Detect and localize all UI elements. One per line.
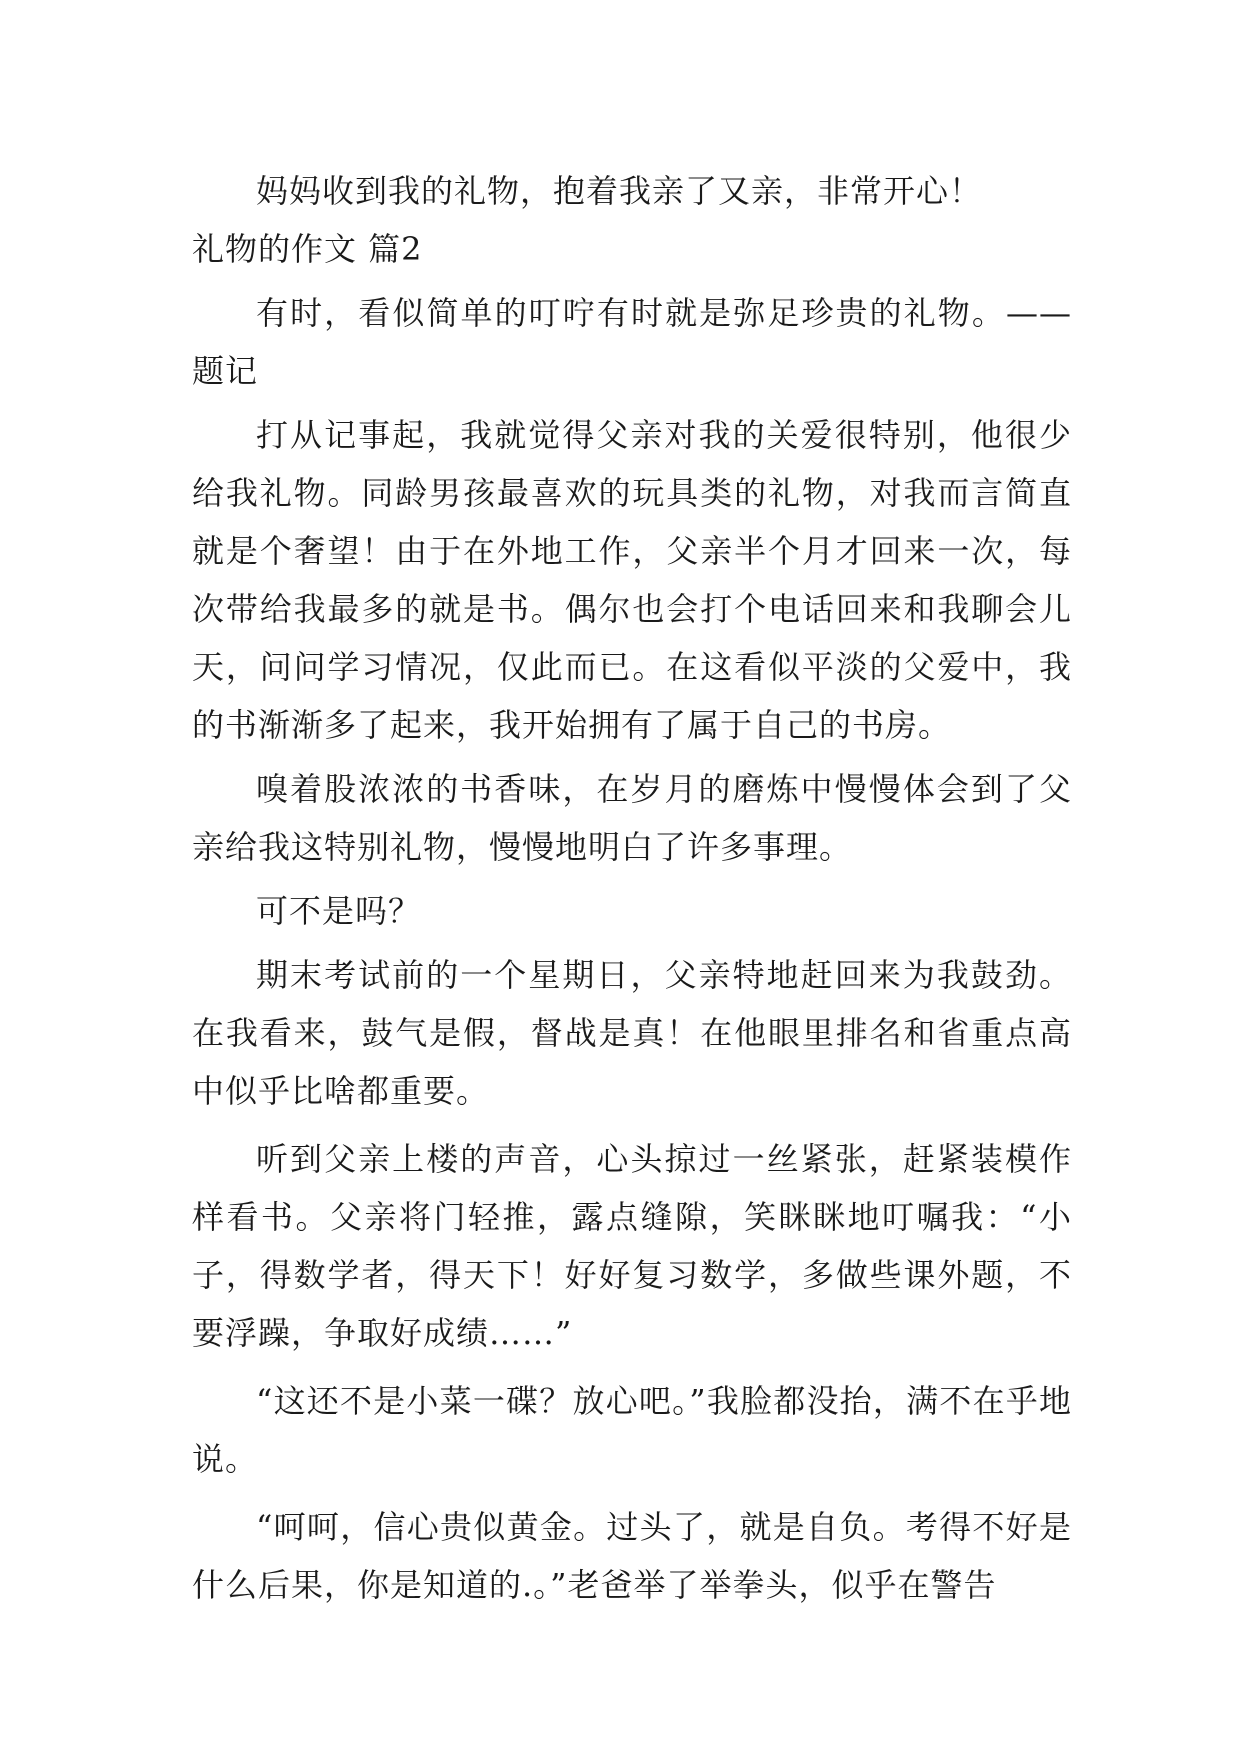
- paragraph-6: 听到父亲上楼的声音，心头掠过一丝紧张，赶紧装模作样看书。父亲将门轻推，露点缝隙，笑眯眯地叮嘱我：“小子，得数学者，得天下！好好复习数学，多做些课外题，不要浮躁，争取好成绩……”: [192, 1140, 1072, 1352]
- paragraph-3: 嗅着股浓浓的书香味，在岁月的磨炼中慢慢体会到了父亲给我这特别礼物，慢慢地明白了许多事理。: [192, 770, 1072, 866]
- paragraph-5: 期末考试前的一个星期日，父亲特地赶回来为我鼓劲。在我看来，鼓气是假，督战是真！在他眼里排名和省重点高中似乎比啥都重要。: [192, 956, 1072, 1110]
- paragraph-7: “这还不是小菜一碟？放心吧。”我脸都没抬，满不在乎地说。: [192, 1382, 1072, 1478]
- section-heading: 礼物的作文 篇2: [192, 230, 423, 268]
- paragraph-1: 妈妈收到我的礼物，抱着我亲了又亲，非常开心！: [256, 172, 983, 210]
- epigraph-paragraph: 有时，看似简单的叮咛有时就是弥足珍贵的礼物。——题记: [192, 294, 1072, 390]
- paragraph-2: 打从记事起，我就觉得父亲对我的关爱很特别，他很少给我礼物。同龄男孩最喜欢的玩具类的礼物，对我而言简直就是个奢望！由于在外地工作，父亲半个月才回来一次，每次带给我最多的就是书。偶尔也会打个电话回来和我聊会儿天，问问学习情况，仅此而已。在这看似平淡的父爱中，我的书渐渐多了起来，我开始拥有了属于自己的书房。: [192, 416, 1072, 744]
- paragraph-4: 可不是吗？: [256, 892, 422, 930]
- document-body: [192, 162, 1072, 1614]
- paragraph-8: “呵呵，信心贵似黄金。过头了，就是自负。考得不好是什么后果，你是知道的.。”老爸举了举拳头，似乎在警告: [192, 1508, 1072, 1604]
